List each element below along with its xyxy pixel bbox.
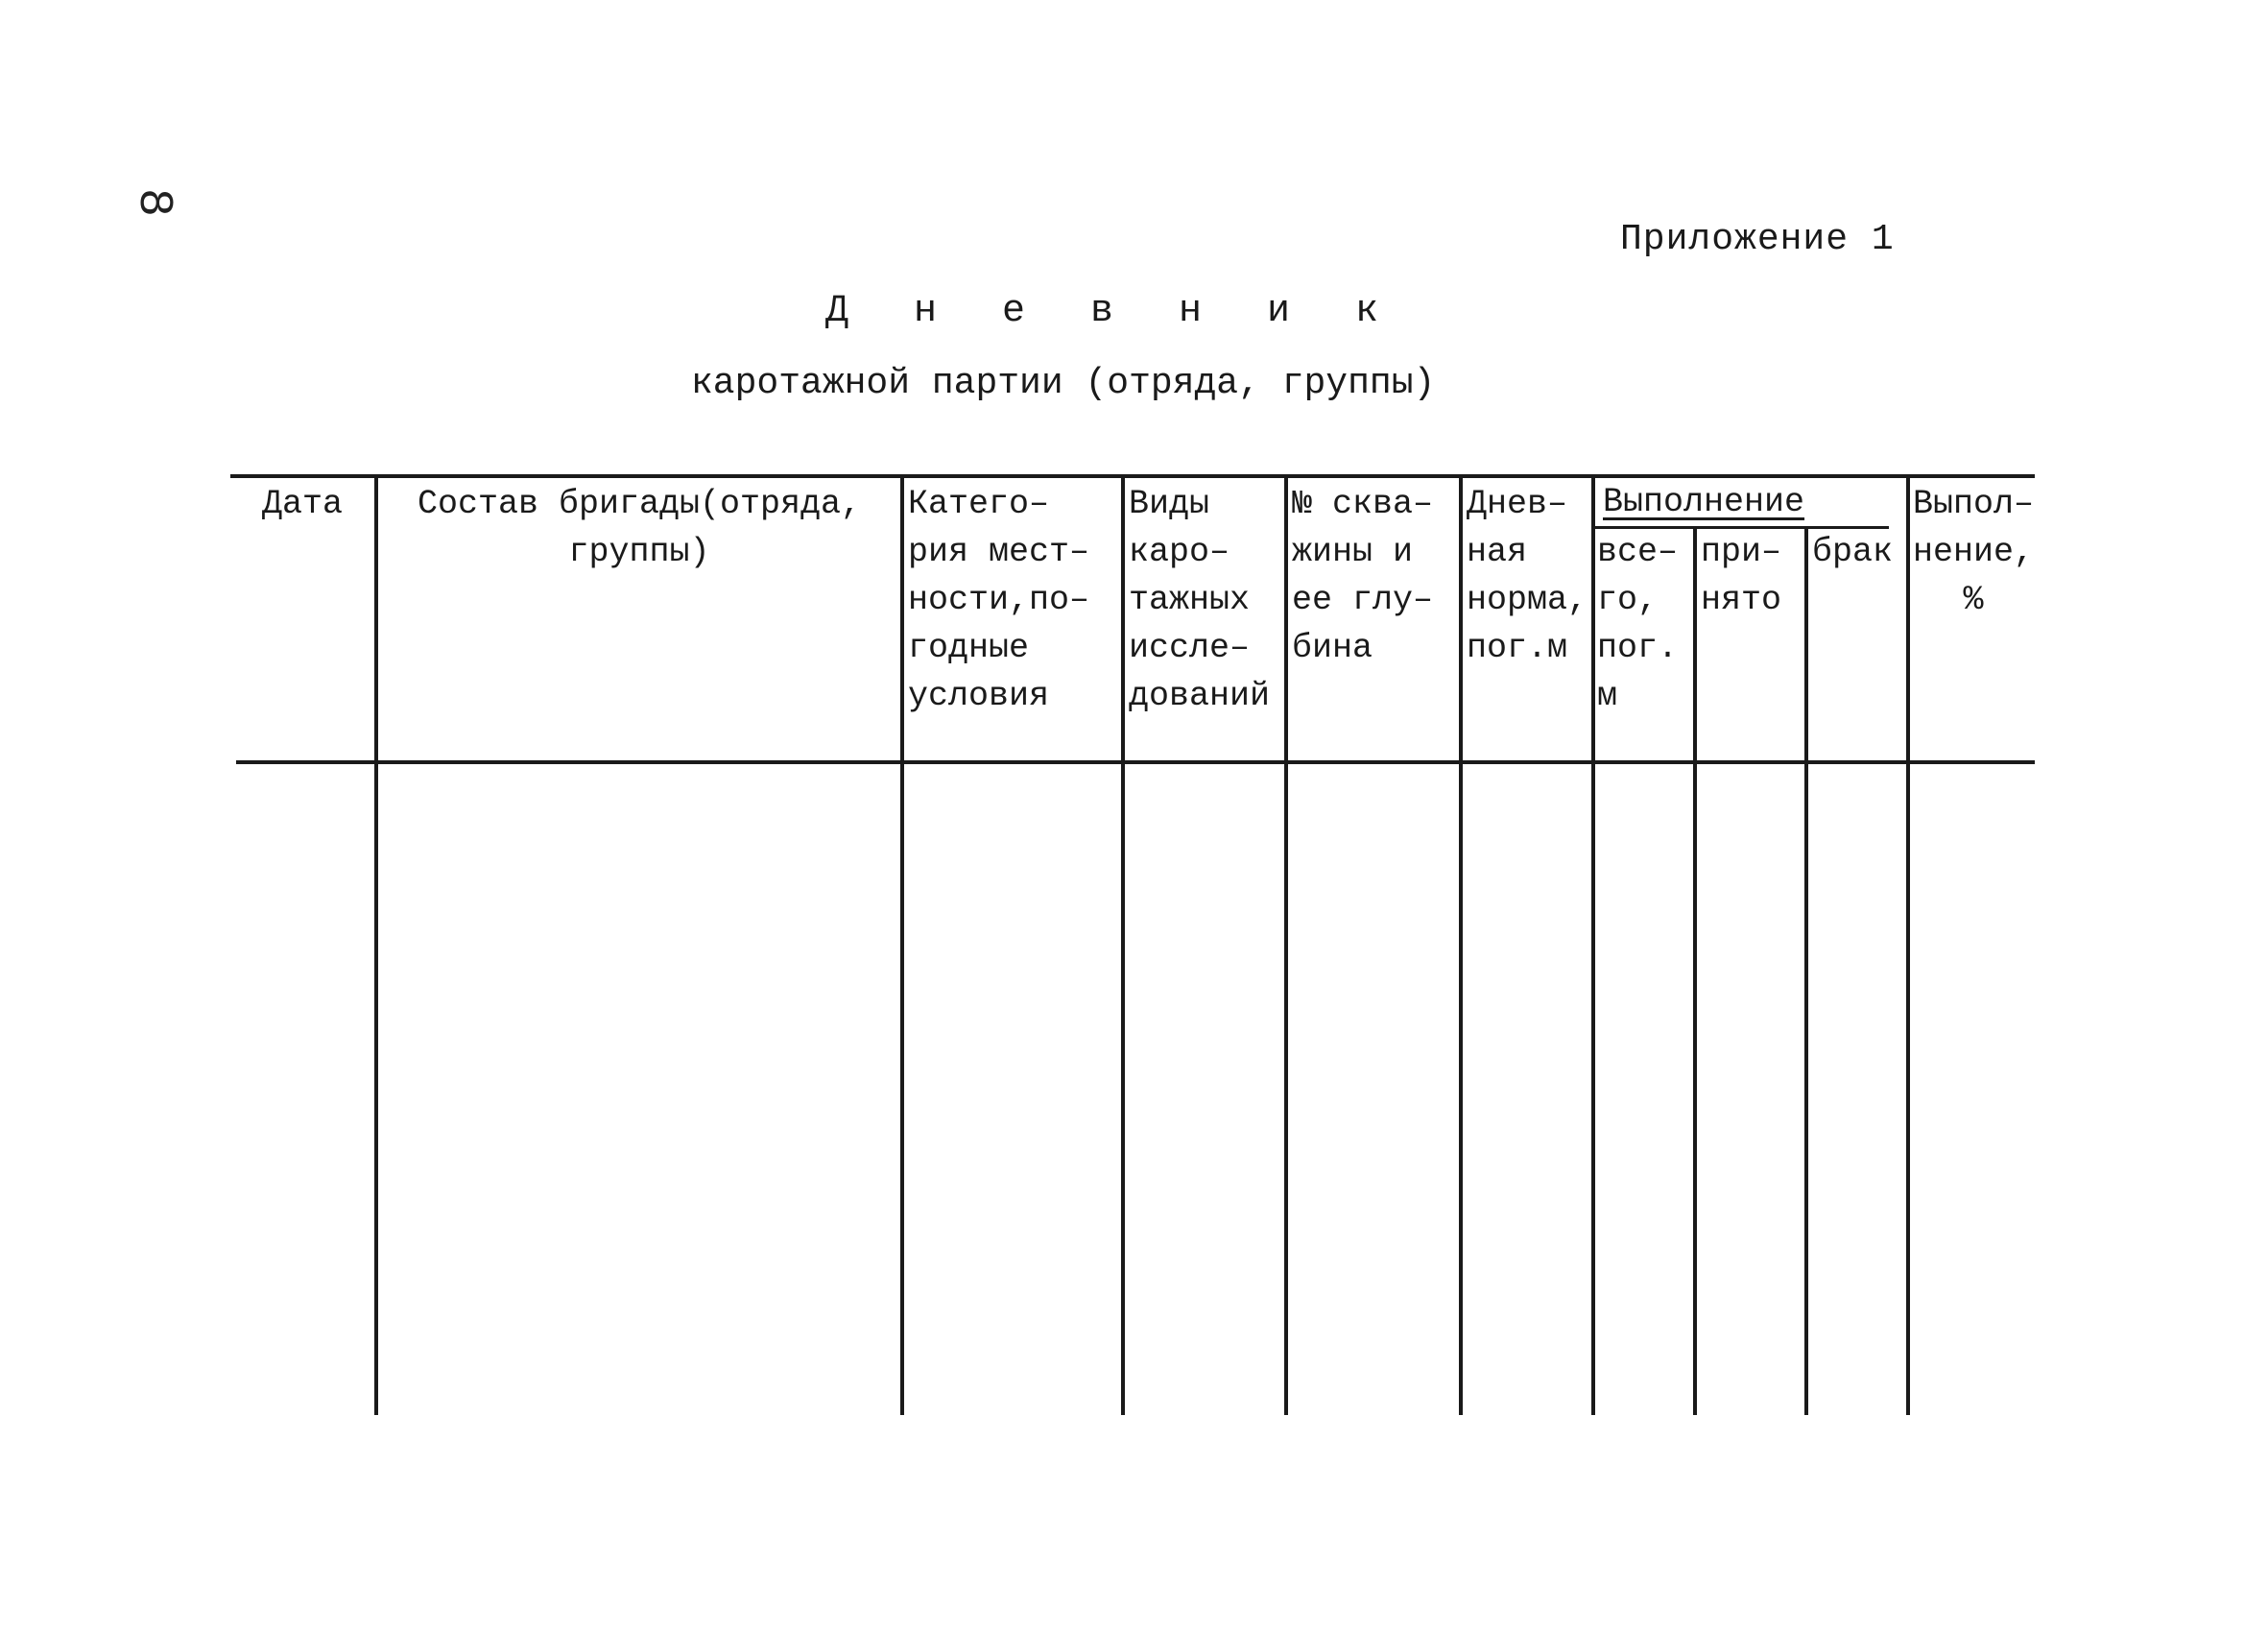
document-subtitle: каротажной партии (отряда, группы) xyxy=(691,363,1436,404)
table-header-bottom-rule xyxy=(236,760,2035,764)
col-divider-5 xyxy=(1459,476,1463,1415)
header-daily-norm: Днев– ная норма, пог.м xyxy=(1467,485,1588,667)
page-number: 8 xyxy=(126,188,180,218)
col-divider-7 xyxy=(1693,528,1697,1415)
col-divider-2 xyxy=(900,476,904,1415)
diary-form-table xyxy=(230,474,2035,1415)
header-group-execution: Выполнение xyxy=(1603,483,1805,521)
appendix-label: Приложение 1 xyxy=(1620,219,1895,260)
header-accepted: при– нято xyxy=(1701,533,1782,619)
header-rejected: брак xyxy=(1812,533,1894,571)
header-well: № сква– жины и ее глу– бина xyxy=(1292,485,1434,667)
header-percent: Выпол– нение, % xyxy=(1912,485,2035,619)
header-logging-types: Виды каро– тажных иссле– дований xyxy=(1129,485,1271,715)
col-divider-3 xyxy=(1121,476,1125,1415)
col-divider-8 xyxy=(1804,528,1808,1415)
header-total: все– го, пог. м xyxy=(1597,533,1679,715)
col-divider-1 xyxy=(374,476,378,1415)
col-divider-6 xyxy=(1591,476,1595,1415)
col-divider-9 xyxy=(1906,476,1910,1415)
header-date: Дата xyxy=(261,485,343,523)
header-terrain: Катего– рия мест– ности,по– годные условия xyxy=(908,485,1090,715)
header-crew: Состав бригады(отряда, группы) xyxy=(417,485,862,571)
document-title: Д н е в н и к xyxy=(825,290,1400,333)
